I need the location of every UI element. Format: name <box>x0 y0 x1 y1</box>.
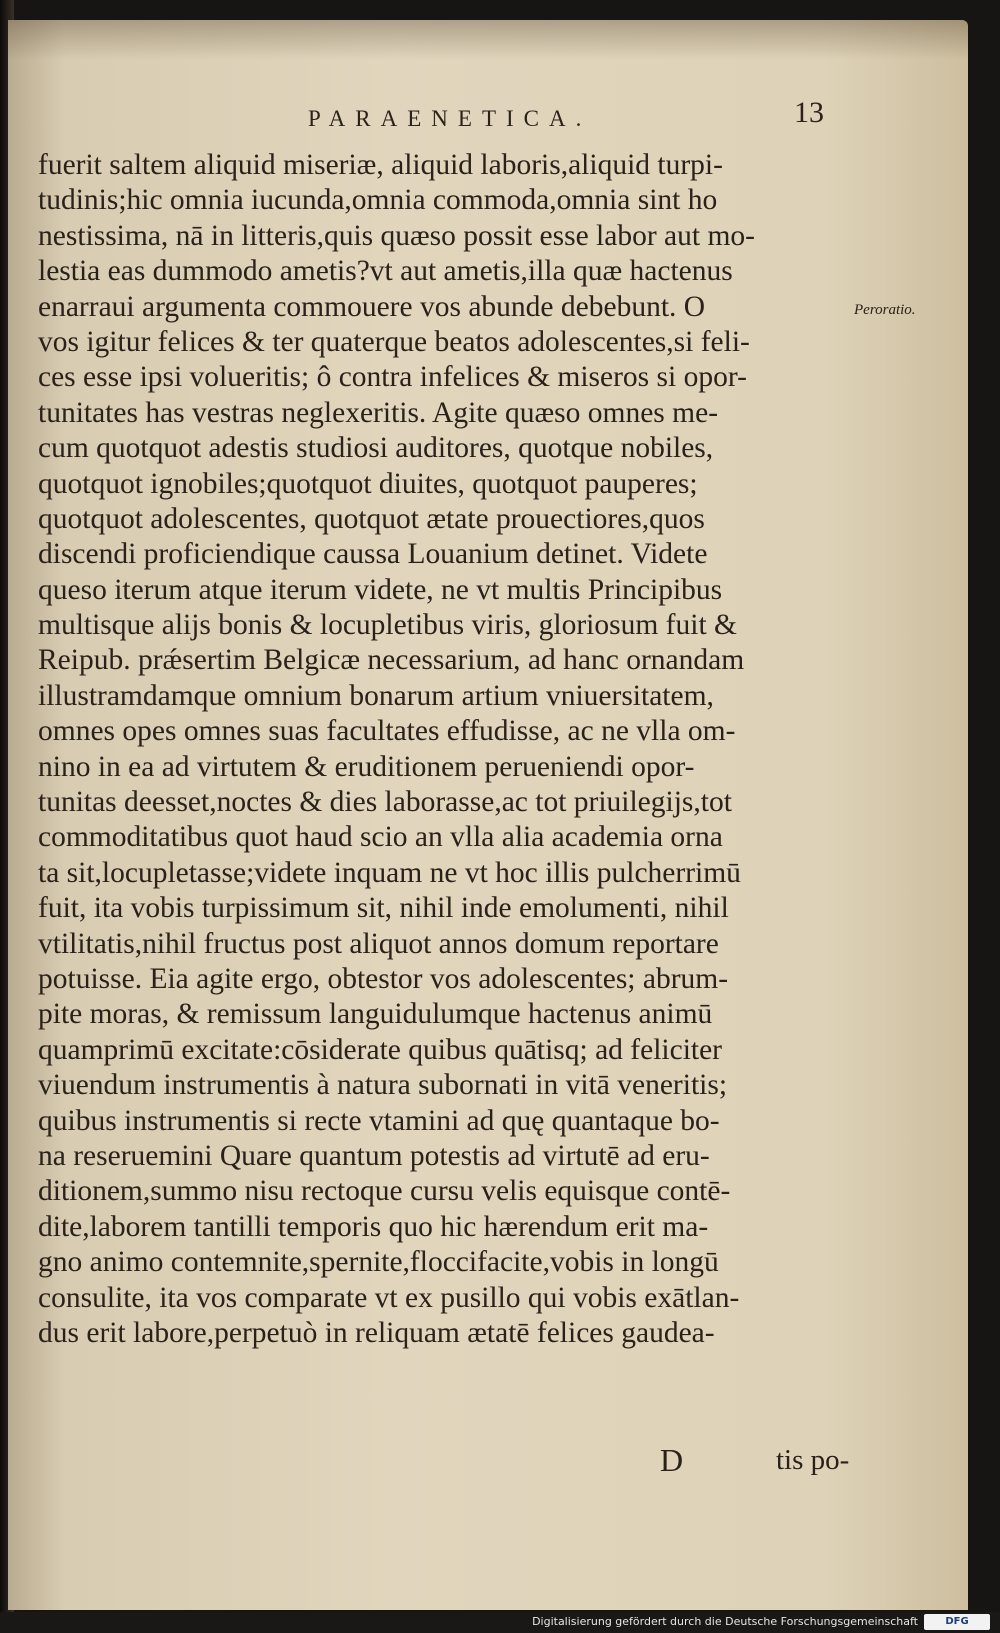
text-line: tunitates has vestras neglexeritis. Agite quæso omnes me- <box>38 396 719 429</box>
text-line: quamprimū excitate:cōsiderate quibus quātisq; ad feliciter <box>38 1033 723 1066</box>
page-number: 13 <box>794 96 824 129</box>
text-line: fuerit saltem aliquid miseriæ, aliquid laboris,aliquid turpi- <box>38 149 723 181</box>
text-line: dite,laborem tantilli temporis quo hic hærendum erit ma- <box>38 1210 709 1243</box>
text-line: multisque alijs bonis & locupletibus viris, gloriosum fuit & <box>38 609 737 642</box>
signature-mark: D <box>660 1442 684 1478</box>
funding-credit: Digitalisierung gefördert durch die Deutsche Forschungsgemeinschaft <box>532 1615 918 1628</box>
text-line: gno animo contemnite,spernite,floccifacite,vobis in longū <box>38 1246 719 1279</box>
text-line: tunitas deesset,noctes & dies laborasse,ac tot priuilegijs,tot <box>38 786 732 819</box>
text-line: ces esse ipsi volueritis; ô contra infelices & miseros si opor- <box>38 361 747 394</box>
text-line: vtilitatis,nihil fructus post aliquot annos domum reportare <box>38 927 719 960</box>
text-line: ta sit,locupletasse;videte inquam ne vt hoc illis pulcherrimū <box>38 856 741 889</box>
text-line: nestissima, nā in litteris,quis quæso possit esse labor aut mo- <box>38 219 755 252</box>
text-line: pite moras, & remissum languidulumque hactenus animū <box>38 998 713 1031</box>
text-line: nino in ea ad virtutem & eruditionem perueniendi opor- <box>38 750 695 783</box>
running-title: PARAENETICA. <box>308 106 592 131</box>
catchword: tis po- <box>776 1444 850 1476</box>
text-line: quotquot ignobiles;quotquot diuites, quotquot pauperes; <box>38 467 698 500</box>
text-line: discendi proficiendique caussa Louanium detinet. Videte <box>38 538 708 571</box>
text-line: lestia eas dummodo ametis?vt aut ametis,illa quæ hactenus <box>38 255 733 288</box>
text-line: Reipub. prǽsertim Belgicæ necessarium, ad hanc ornandam <box>38 644 745 677</box>
text-line: ditionem,summo nisu rectoque cursu velis equisque contē- <box>38 1175 731 1208</box>
text-line: commoditatibus quot haud scio an vlla alia academia orna <box>38 821 723 854</box>
text-line: quibus instrumentis si recte vtamini ad quę quantaque bo- <box>38 1104 720 1137</box>
text-line: consulite, ita vos comparate vt ex pusillo qui vobis exātlan- <box>38 1281 740 1314</box>
text-line: potuisse. Eia agite ergo, obtestor vos adolescentes; abrum- <box>38 962 729 995</box>
text-line: omnes opes omnes suas facultates effudisse, ac ne vlla om- <box>38 715 736 748</box>
text-line: illustramdamque omnium bonarum artium vniuersitatem, <box>38 679 714 712</box>
dfg-logo[interactable]: DFG <box>924 1614 990 1630</box>
text-line: cum quotquot adestis studiosi auditores, quotque nobiles, <box>38 432 714 465</box>
text-line: na reseruemini Quare quantum potestis ad virtutē ad eru- <box>38 1139 710 1172</box>
margin-note: Peroratio. <box>854 302 916 318</box>
body-text <box>38 148 868 1351</box>
text-line: viuendum instrumentis à natura subornati in vitā veneritis; <box>38 1069 728 1102</box>
text-line: enarraui argumenta commouere vos abunde debebunt. O <box>38 290 706 323</box>
text-line: quotquot adolescentes, quotquot ætate prouectiores,quos <box>38 502 705 535</box>
text-line: vos igitur felices & ter quaterque beatos adolescentes,si feli- <box>38 325 750 358</box>
text-line: dus erit labore,perpetuò in reliquam ætatē felices gaudea- <box>38 1316 715 1349</box>
text-line: tudinis;hic omnia iucunda,omnia commoda,omnia sint ho <box>38 184 718 217</box>
book-page <box>8 20 968 1610</box>
text-line: queso iterum atque iterum videte, ne vt multis Principibus <box>38 573 723 606</box>
text-line: fuit, ita vobis turpissimum sit, nihil inde emolumenti, nihil <box>38 892 729 925</box>
